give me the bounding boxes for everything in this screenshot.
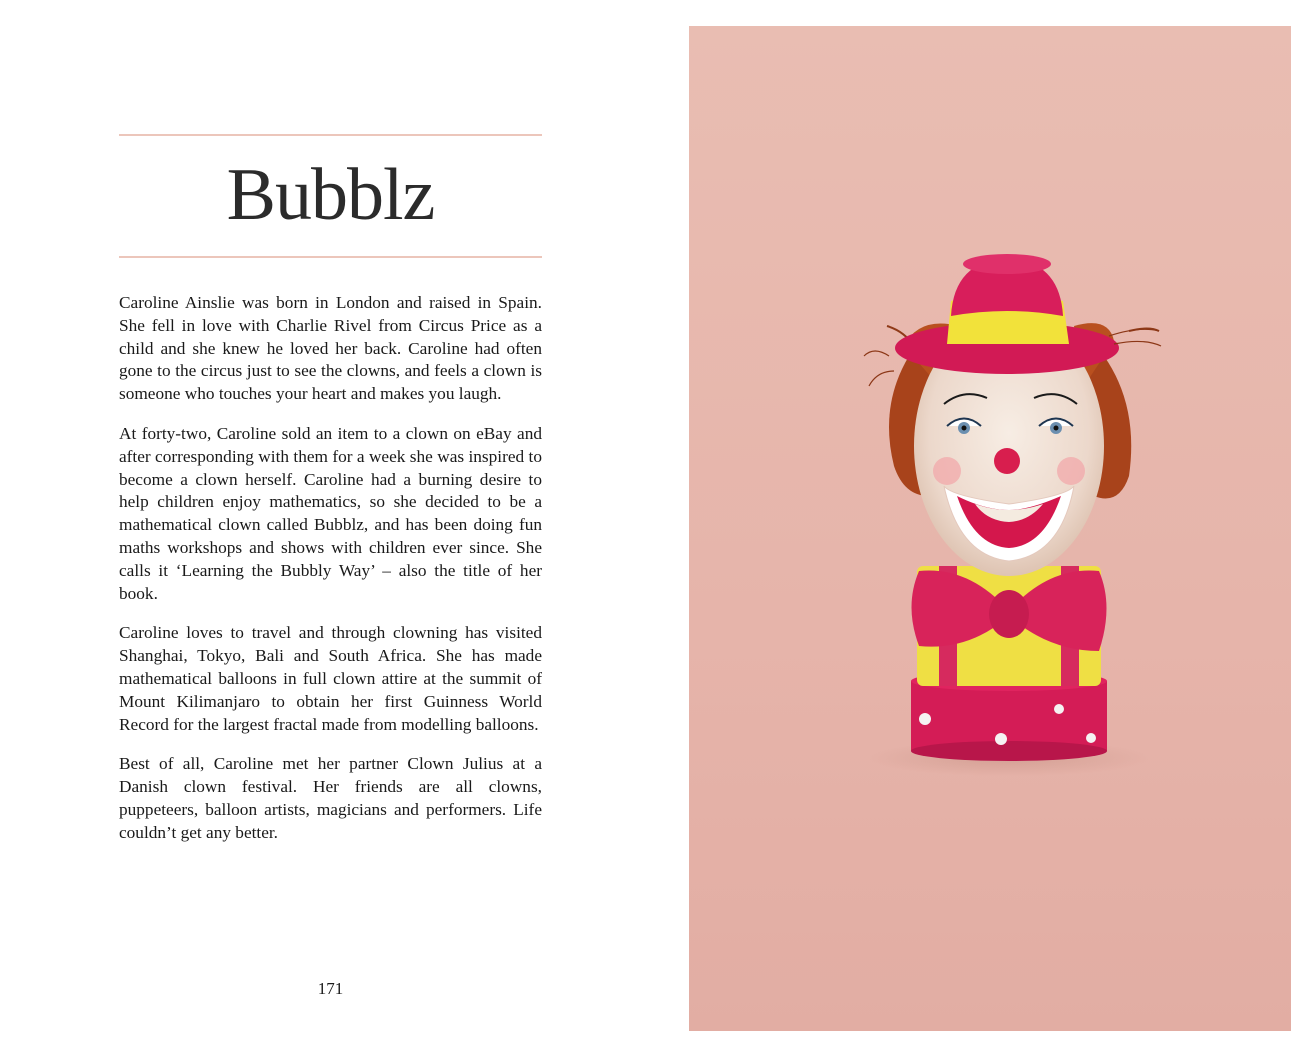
paragraph-1: Caroline Ainslie was born in London and raised in Spain. She fell in love with Charlie Rivel from Circus Price as a child and she knew he loved her back. Caroline had often gone to the circus just to see the clowns, and feels a clown is someone who touches your heart and makes you laugh.: [119, 293, 542, 404]
page-number: 171: [317, 979, 344, 998]
page-title: Bubblz: [226, 154, 435, 236]
paragraph-4: Best of all, Caroline met her partner Clown Julius at a Danish clown festival. Her friends are all clowns, puppeteers, balloon artists, magicians and performers. Life couldn’t get any better.: [119, 754, 542, 842]
clown-figurine-photo: [689, 26, 1291, 1031]
paragraph-3: Caroline loves to travel and through clowning has visited Shanghai, Tokyo, Bali and South Africa. She has made mathematical balloons in full clown attire at the summit of Mount Kilimanjaro to obtain her first Guinness World Record for the largest fractal made from modelling balloons.: [119, 623, 542, 734]
title-rule-bottom: [119, 256, 542, 258]
title-rule-top: [119, 134, 542, 136]
clown-figurine-illustration: [689, 26, 1291, 1031]
hat: [895, 254, 1119, 374]
body-text: [119, 292, 542, 862]
paragraph-2: At forty-two, Caroline sold an item to a clown on eBay and after corresponding with them for a week she was inspired to become a clown herself. Caroline had a burning desire to help children enjoy mathematics, so she decided to be a mathematical clown called Bubblz, and has been doing fun maths workshops and shows with children ever since. She calls it ‘Learning the Bubbly Way’ – also the title of her book.: [119, 423, 542, 603]
